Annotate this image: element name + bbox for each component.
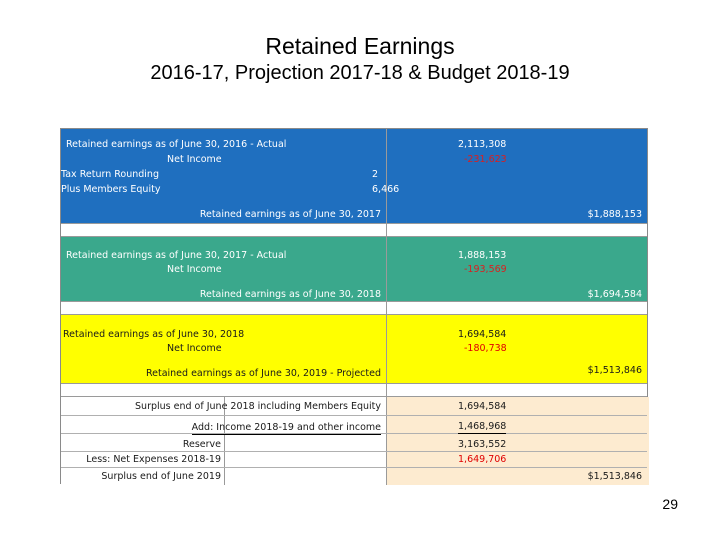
total-value: $1,513,846	[587, 365, 642, 376]
total-label: Retained earnings as of June 30, 2017	[199, 209, 381, 220]
row-value: 6,466	[372, 184, 400, 195]
underlined-label: Add: Income 2018-19 and other income	[191, 422, 381, 433]
spacer-row	[61, 301, 647, 315]
total-label: Retained earnings as of June 30, 2019 - Projected	[145, 368, 381, 379]
row-label: Surplus end of June 2018 including Members Equity	[135, 401, 381, 412]
row-value: 3,163,552	[458, 439, 507, 450]
underlined-value: 1,468,968	[458, 421, 507, 432]
row-value	[458, 421, 506, 433]
spacer-row	[61, 383, 647, 397]
retained-earnings-table	[60, 128, 648, 484]
row-label: Net Income	[167, 343, 222, 354]
row-label: Tax Return Rounding	[61, 169, 159, 180]
row-label: Net Income	[167, 264, 222, 275]
row-value-negative: -180,738	[464, 343, 507, 354]
row-label: Less: Net Expenses 2018-19	[86, 454, 221, 465]
row-value: 1,694,584	[458, 401, 507, 412]
row-value: 2,113,308	[458, 139, 507, 150]
row-label: Net Income	[167, 154, 222, 165]
row-label: Reserve	[182, 439, 221, 450]
row-label: Retained earnings as of June 30, 2017 - Actual	[66, 250, 287, 261]
row-label: Plus Members Equity	[61, 184, 161, 195]
row-divider	[61, 451, 647, 452]
row-value: 1,888,153	[458, 250, 507, 261]
row-label	[192, 422, 381, 434]
row-label: Retained earnings as of June 30, 2016 - Actual	[66, 139, 287, 150]
row-value-negative: -231,623	[464, 154, 507, 165]
row-value: 2	[372, 169, 379, 180]
slide-subtitle: 2016-17, Projection 2017-18 & Budget 2018-19	[150, 62, 570, 84]
total-label: Retained earnings as of June 30, 2018	[199, 289, 381, 300]
total-value: $1,694,584	[587, 289, 642, 300]
row-value-negative: -193,569	[464, 264, 507, 275]
row-value-negative: 1,649,706	[458, 454, 507, 465]
row-label: Retained earnings as of June 30, 2018	[63, 329, 245, 340]
row-divider	[61, 415, 647, 416]
slide-title: Retained Earnings	[265, 33, 455, 59]
row-divider	[61, 467, 647, 468]
column-divider	[386, 129, 387, 485]
total-value: $1,513,846	[587, 471, 642, 482]
total-value: $1,888,153	[587, 209, 642, 220]
page-number: 29	[662, 496, 678, 512]
row-label: Surplus end of June 2019	[101, 471, 221, 482]
row-value: 1,694,584	[458, 329, 507, 340]
spacer-row	[61, 223, 647, 237]
